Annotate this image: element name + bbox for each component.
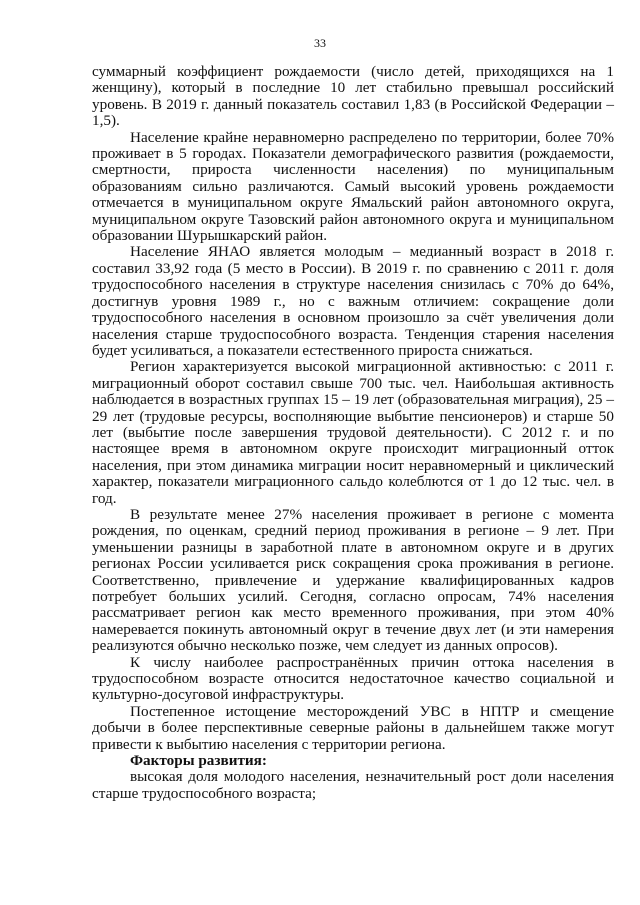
paragraph-population-distribution: Население крайне неравномерно распределено по территории, более 70% проживает в 5 городах. Показатели демографического развития (рождаемости, смертности, прироста численности населения) по муниципальным образованиям сильно различаются. Самый высокий уровень рождаемости отмечается в муниципальном округе Ямальский район автономного округа, муниципальном округе Тазовский район автономного округа и муниципальном образовании Шурышкарский район. bbox=[92, 128, 614, 245]
list-item-young-population: высокая доля молодого населения, незначительный рост доли населения старше трудоспособного возраста; bbox=[92, 768, 614, 802]
paragraph-residence-period: В результате менее 27% населения проживает в регионе с момента рождения, по оценкам, средний период проживания в регионе – 9 лет. При уменьшении разницы в заработной плате в автономном округе и в других регионах России усиливается риск сокращения срока проживания в регионе. Соответственно, привлечение и удержание квалифицированных кадров потребует больших усилий. Сегодня, согласно опросам, 74% населения рассматривает регион как место временного проживания, при этом 40% намеревается покинуть автономный округ в течение двух лет (и эти намерения реализуются обычно несколько позже, чем следует из данных опросов). bbox=[92, 505, 614, 655]
paragraph-field-depletion: Постепенное истощение месторождений УВС в НПТР и смещение добычи в более перспективные северные районы в дальнейшем также могут привести к выбытию населения с территории региона. bbox=[92, 702, 614, 753]
page-body bbox=[92, 64, 614, 802]
paragraph-migration-activity: Регион характеризуется высокой миграционной активностью: с 2011 г. миграционный оборот составил свыше 700 тыс. чел. Наибольшая активность наблюдается в возрастных группах 15 – 19 лет (образовательная миграция), 25 – 29 лет (трудовые ресурсы, восполняющие выбытие пенсионеров) и старше 50 лет (выбытие после завершения трудовой деятельности). С 2012 г. и по настоящее время в автономном округе происходит миграционный отток населения, при этом динамика миграции носит неравномерный и циклический характер, показатели миграционного сальдо колеблются от 1 до 12 тыс. чел. в год. bbox=[92, 358, 614, 507]
section-heading-development-factors: Факторы развития: bbox=[130, 752, 267, 770]
paragraph-fertility-continuation: суммарный коэффициент рождаемости (число детей, приходящихся на 1 женщину), который в последние 10 лет стабильно превышал российский уровень. В 2019 г. данный показатель составил 1,83 (в Российской Федерации – 1,5). bbox=[92, 63, 614, 130]
page-number: 33 bbox=[314, 36, 326, 50]
paragraph-outflow-causes: К числу наиболее распространённых причин оттока населения в трудоспособном возрасте относится недостаточное качество социальной и культурно-досуговой инфраструктуры. bbox=[92, 653, 614, 704]
paragraph-median-age: Население ЯНАО является молодым – медианный возраст в 2018 г. составил 33,92 года (5 место в России). В 2019 г. по сравнению с 2011 г. доля трудоспособного населения в структуре населения снизилась с 70% до 64%, достигнув уровня 1989 г., но с важным отличием: сокращение доли трудоспособного населения в основном произошло за счёт увеличения доли населения старше трудоспособного возраста. Тенденция старения населения будет усиливаться, а показатели естественного прироста снижаться. bbox=[92, 243, 614, 359]
